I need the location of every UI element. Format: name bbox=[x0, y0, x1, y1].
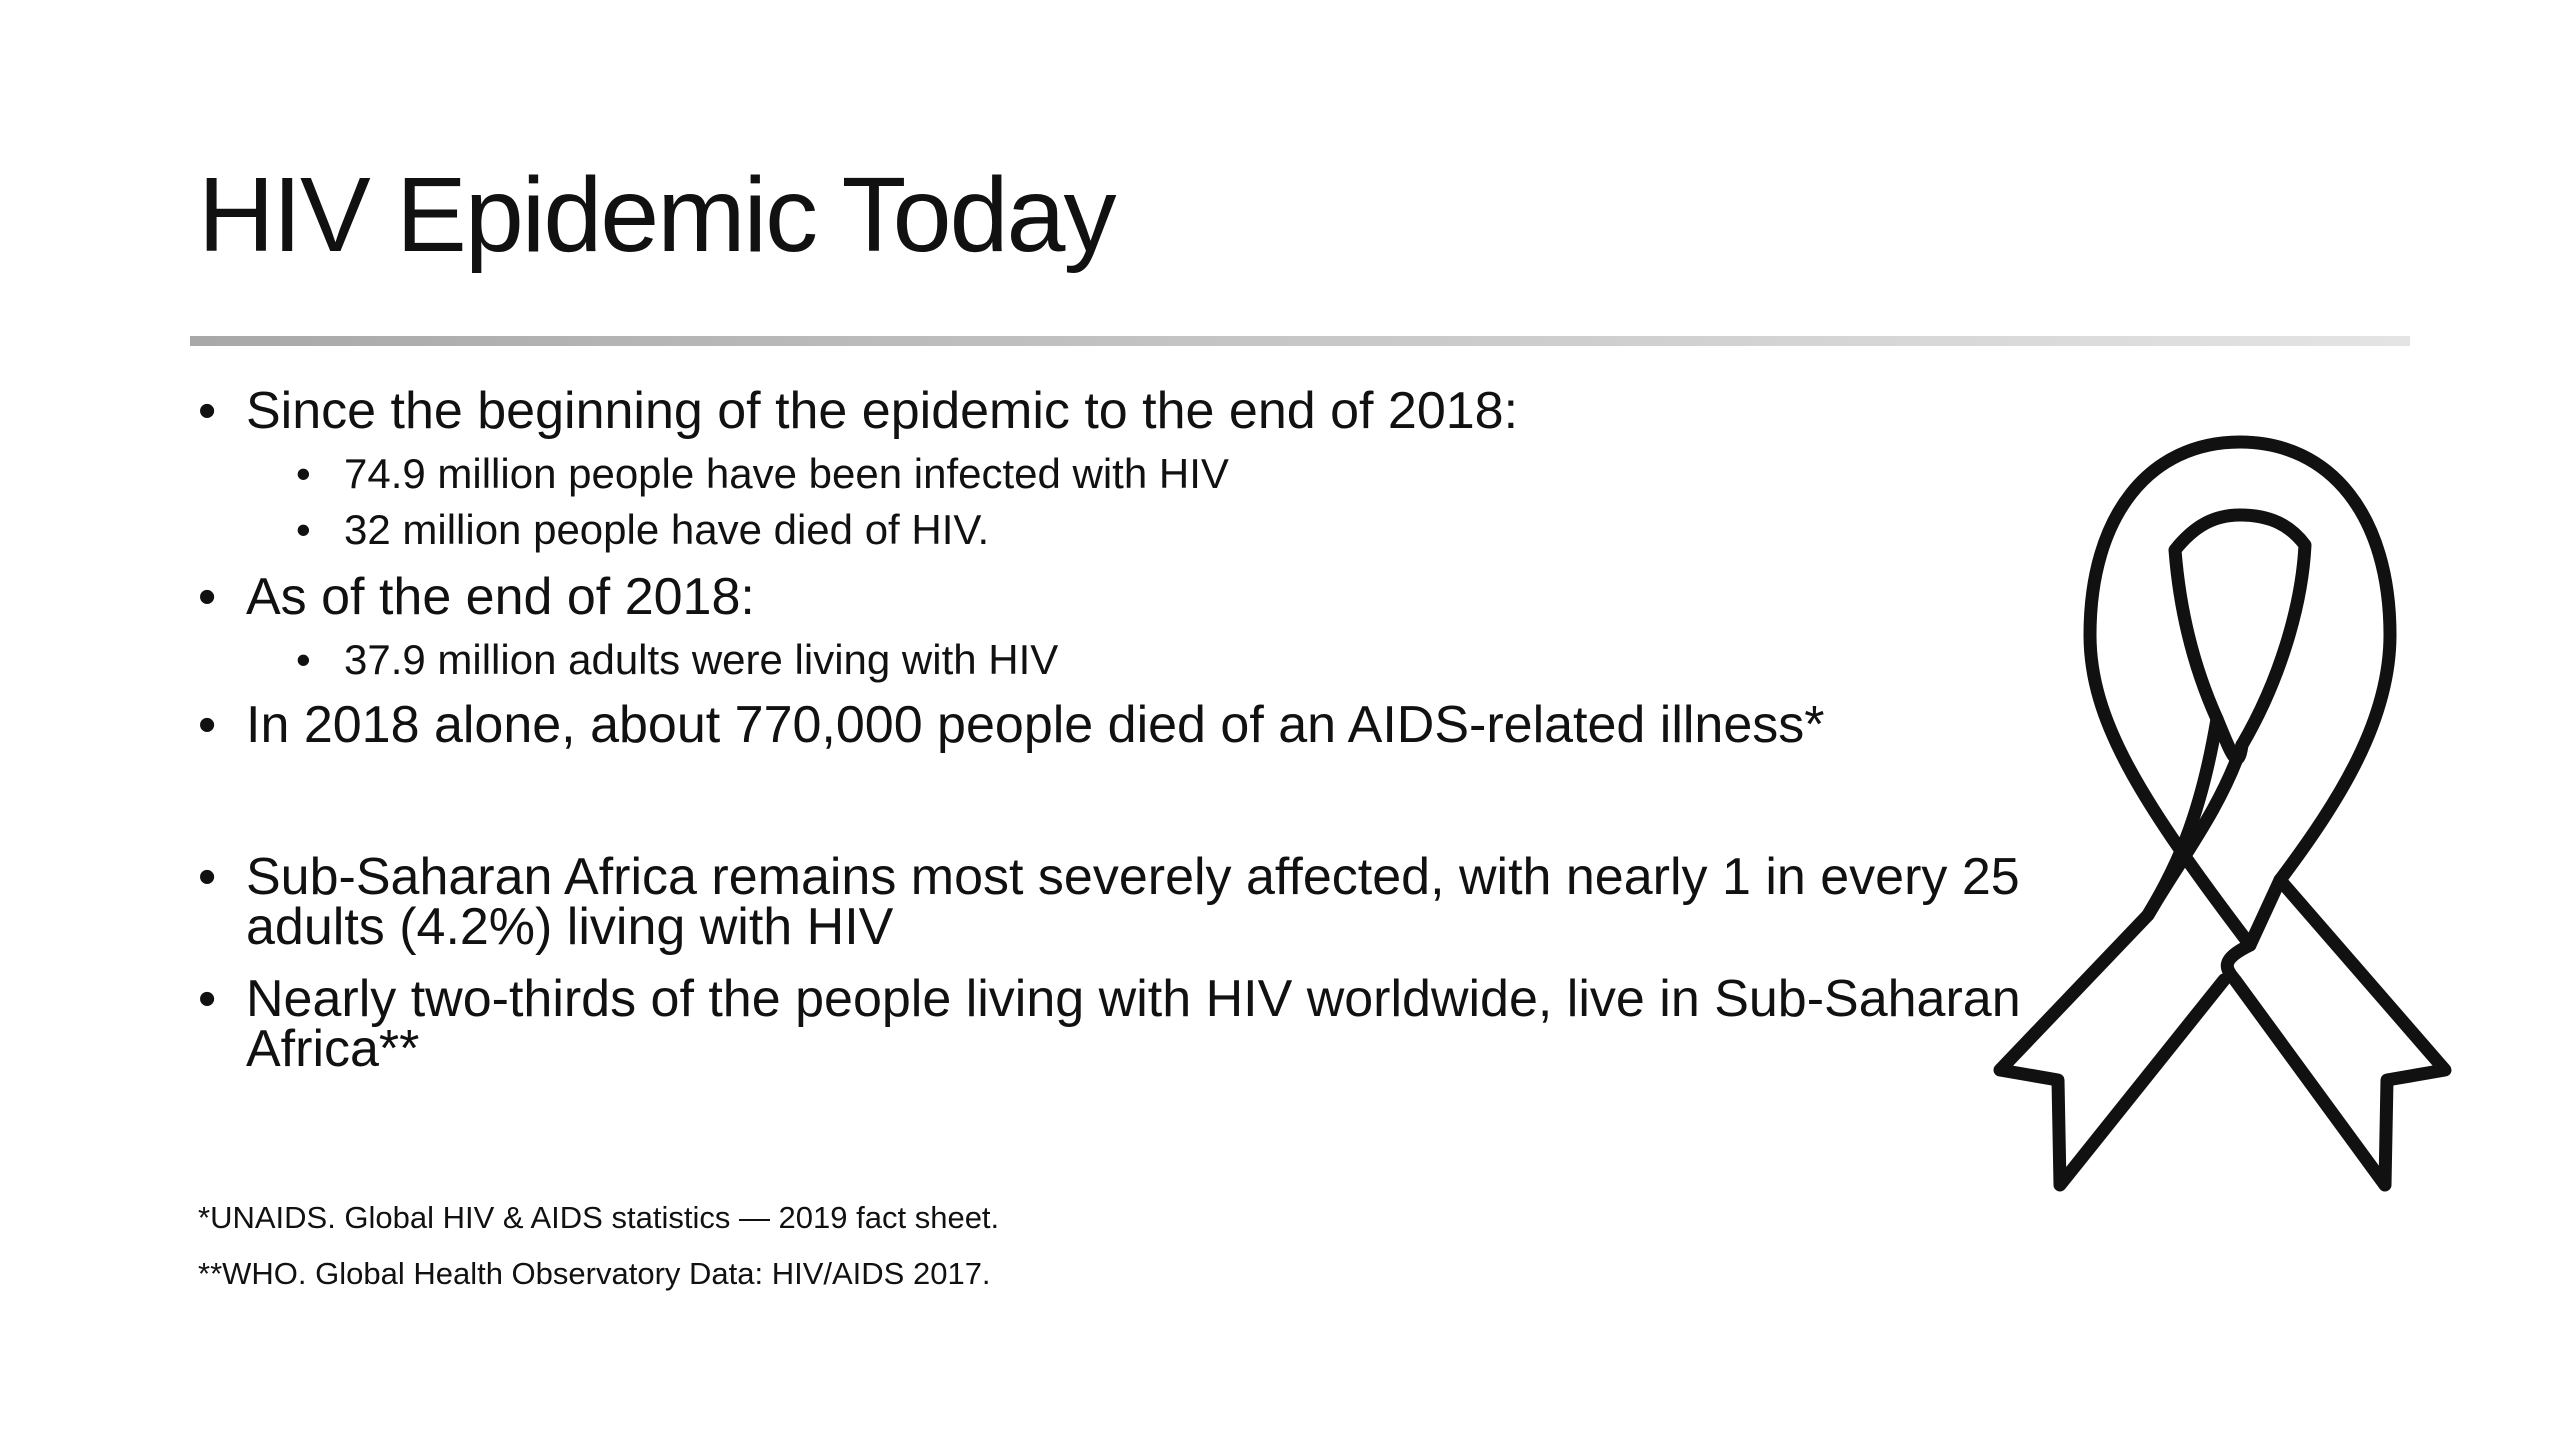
bullet-item: • In 2018 alone, about 770,000 people died of an AIDS-related illness* bbox=[198, 700, 2058, 760]
footnotes bbox=[198, 1190, 999, 1302]
bullet-item: • Since the beginning of the epidemic to the end of 2018: bbox=[198, 386, 2058, 446]
bullet-list bbox=[198, 380, 2058, 1078]
bullet-item: • As of the end of 2018: bbox=[198, 572, 2058, 632]
title-divider bbox=[190, 336, 2410, 346]
footnote: *UNAIDS. Global HIV & AIDS statistics — 2019 fact sheet. bbox=[198, 1200, 1000, 1235]
bullet-item: • Sub-Saharan Africa remains most severely affected, with nearly 1 in every 25 adults (4.2%) living with HIV bbox=[198, 852, 2058, 952]
sub-bullet-item: • 37.9 million adults were living with HIV bbox=[198, 632, 2058, 688]
sub-bullet-item: • 74.9 million people have been infected with HIV bbox=[198, 446, 2058, 502]
footnote: **WHO. Global Health Observatory Data: HIV/AIDS 2017. bbox=[198, 1256, 991, 1291]
bullet-item: • Nearly two-thirds of the people living with HIV worldwide, live in Sub-Saharan Africa** bbox=[198, 974, 2058, 1074]
sub-bullet-item: • 32 million people have died of HIV. bbox=[198, 502, 2058, 558]
slide-title: HIV Epidemic Today bbox=[198, 156, 1115, 274]
awareness-ribbon-icon bbox=[1980, 420, 2500, 1200]
